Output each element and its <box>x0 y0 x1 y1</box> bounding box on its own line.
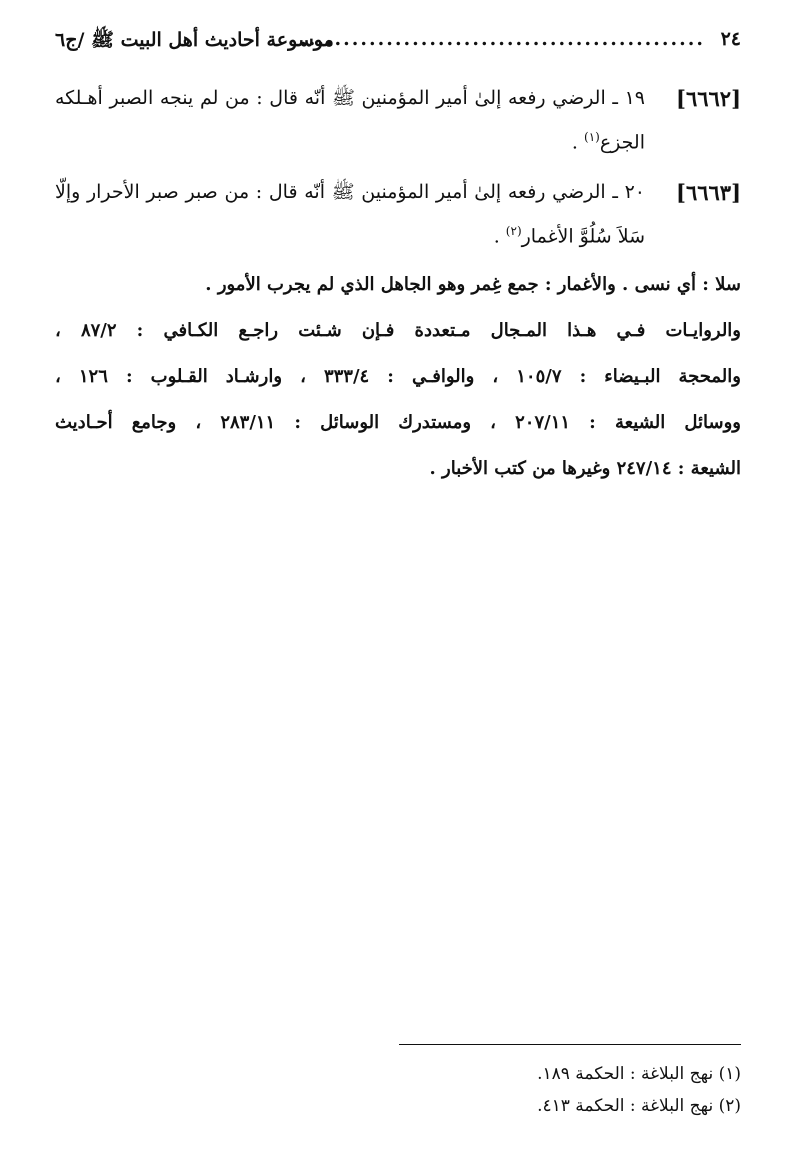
hadith-text-line: ١٩ ـ الرضي رفعه إلىٰ أمير المؤمنين ﷺ أنّه قال : من لم ينجه الصبر أهـلكه <box>55 87 645 109</box>
hadith-text-end: . <box>571 131 585 154</box>
footnote-ref[interactable]: (٢) <box>505 224 522 238</box>
header-dot-leader: ............................................... <box>300 28 705 50</box>
commentary-line: سلا : أي نسى . والأغمار : جمع غِمر وهو الجاهل الذي لم يجرب الأمور . <box>205 274 741 295</box>
hadith-entry <box>55 86 741 166</box>
hadith-text-line: ٢٠ ـ الرضي رفعه إلىٰ أمير المؤمنين ﷺ أنّه قال : من صبر صبر الأحرار وإلّا <box>55 181 645 203</box>
hadith-text-line <box>494 224 645 247</box>
hadith-text: الجزع <box>599 131 645 154</box>
hadith-entry <box>55 180 741 260</box>
footnote: (١) نهج البلاغة : الحكمة ١٨٩. <box>537 1064 741 1084</box>
hadith-number: [٦٦٦٣] <box>676 180 741 205</box>
footnote-separator <box>399 1044 741 1045</box>
hadith-text-line <box>572 130 645 153</box>
hadith-text-end: . <box>493 225 506 248</box>
running-header <box>55 24 741 58</box>
footnote-ref[interactable]: (١) <box>584 130 600 144</box>
hadith-number: [٦٦٦٢] <box>676 86 741 111</box>
commentary-line: الشيعة : ٢٤٧/١٤ وغيرها من كتب الأخبار . <box>429 458 741 479</box>
hadith-text: سَلاَ سُلُوَّ الأغمار <box>521 225 645 248</box>
header-title: موسوعة أحاديث أهل البيت ﷺ /ج٦ <box>55 29 334 51</box>
page-number: ٢٤ <box>720 28 741 50</box>
footnote: (٢) نهج البلاغة : الحكمة ٤١٣. <box>537 1096 741 1116</box>
commentary-line: ووسائل الشيعة : ٢٠٧/١١ ، ومستدرك الوسائل : ٢٨٣/١١ ، وجامع أحـاديث <box>55 412 741 433</box>
commentary-line: والروايـات فـي هـذا المـجال مـتعددة فـإن شـئت راجـع الكـافي : ٨٧/٢ ، <box>55 320 741 341</box>
commentary-line: والمحجة البـيضاء : ١٠٥/٧ ، والوافـي : ٣٣٣/٤ ، وارشـاد القـلوب : ١٢٦ ، <box>55 366 741 387</box>
